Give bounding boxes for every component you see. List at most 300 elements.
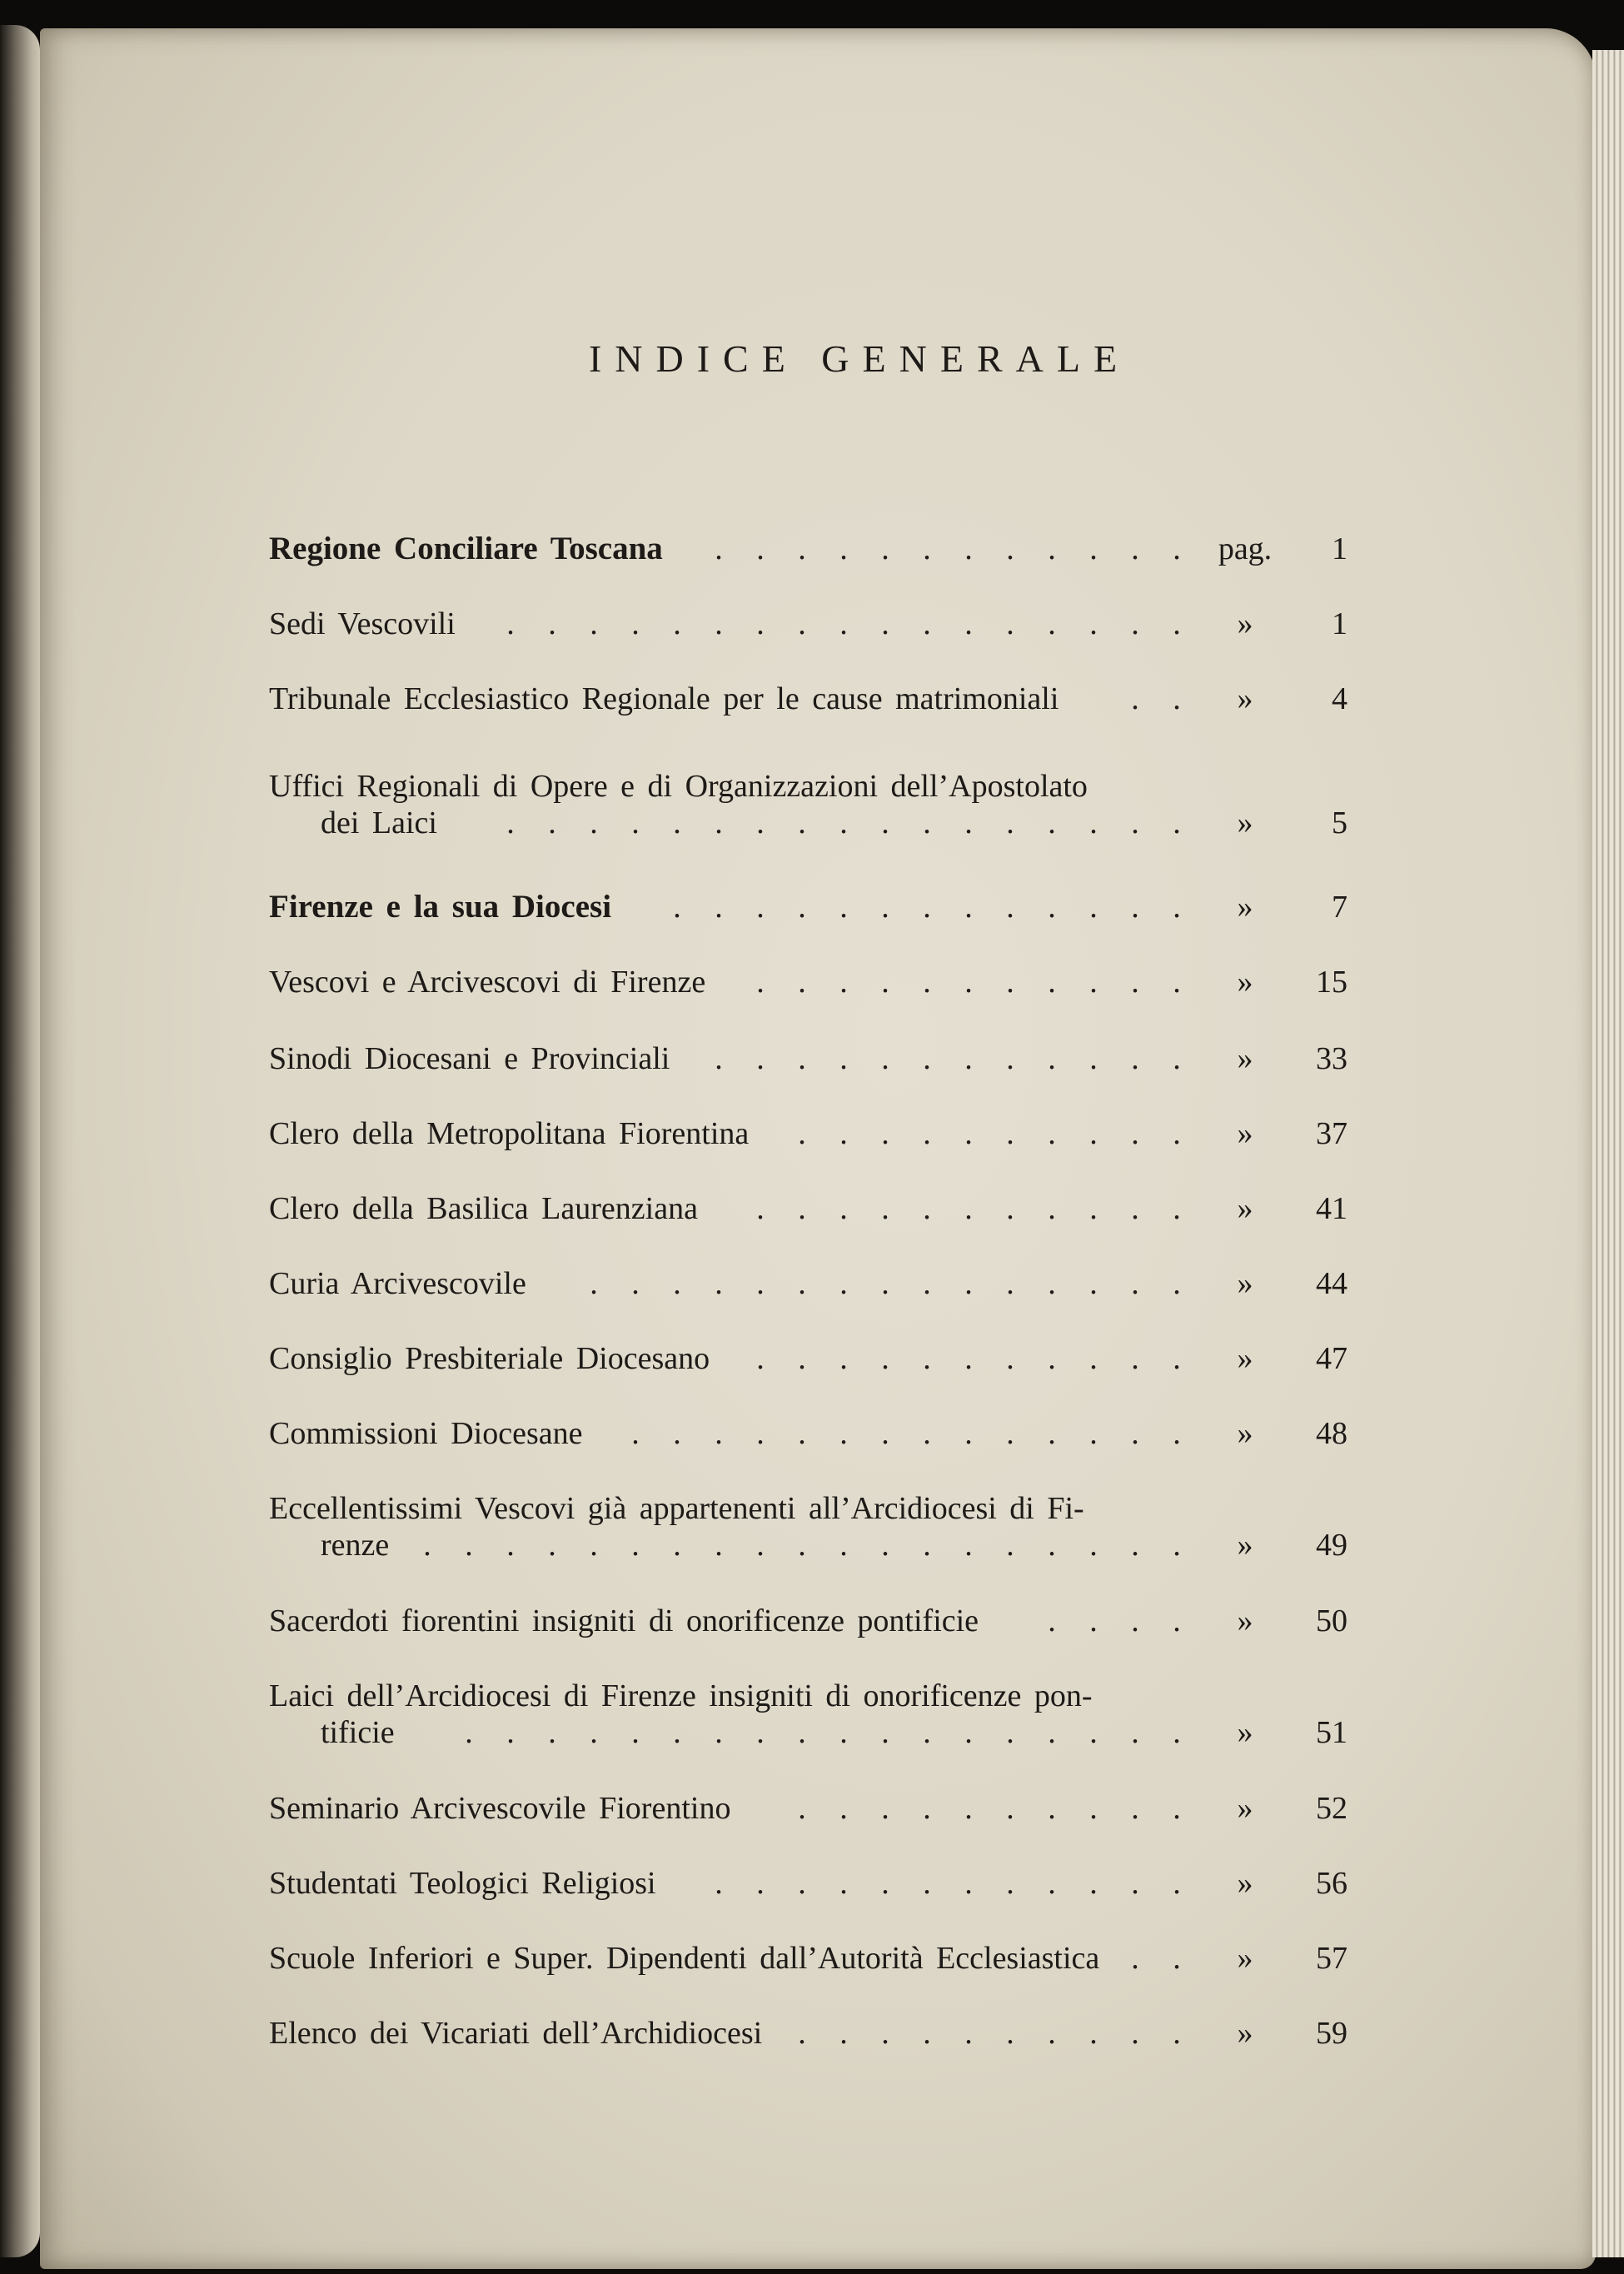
leader-dot: . bbox=[631, 1416, 640, 1451]
dot-leader bbox=[452, 802, 1235, 844]
page-number: 4 bbox=[1332, 681, 1348, 716]
page-marker: » bbox=[1237, 1941, 1253, 1976]
toc-entry bbox=[269, 1038, 1352, 1080]
leader-dot: . bbox=[506, 606, 515, 641]
leader-dot: . bbox=[673, 1416, 681, 1451]
leader-dot: . bbox=[1173, 1528, 1181, 1563]
leader-dot: . bbox=[673, 1266, 681, 1301]
leader-dot: . bbox=[756, 1191, 765, 1226]
leader-dot: . bbox=[964, 1191, 973, 1226]
toc-entry-line bbox=[269, 765, 1352, 807]
leader-dot: . bbox=[1173, 1116, 1181, 1151]
leader-dot: . bbox=[673, 805, 681, 840]
leader-dot: . bbox=[1048, 1603, 1056, 1638]
toc-entry-title: renze bbox=[321, 1528, 390, 1563]
leader-dot: . bbox=[465, 1715, 473, 1750]
leader-dot: . bbox=[631, 1528, 640, 1563]
leader-dot: . bbox=[506, 1528, 515, 1563]
leader-dot: . bbox=[839, 1191, 848, 1226]
leader-dot: . bbox=[715, 1528, 723, 1563]
leader-dot: . bbox=[631, 1715, 640, 1750]
leader-dot: . bbox=[798, 965, 806, 1000]
toc-entry bbox=[269, 961, 1352, 1003]
leader-dot: . bbox=[715, 606, 723, 641]
leader-dot: . bbox=[964, 2016, 973, 2051]
leader-dot: . bbox=[1048, 2016, 1056, 2051]
toc-entry bbox=[269, 1263, 1352, 1304]
leader-dot: . bbox=[715, 890, 723, 925]
leader-dot: . bbox=[1089, 1528, 1098, 1563]
leader-dot: . bbox=[923, 1715, 931, 1750]
toc-entry bbox=[269, 1600, 1352, 1642]
leader-dot: . bbox=[715, 531, 723, 566]
toc-entry bbox=[269, 2012, 1352, 2054]
leader-dot: . bbox=[1131, 805, 1139, 840]
leader-dot: . bbox=[1006, 1266, 1014, 1301]
leader-dot: . bbox=[756, 1715, 765, 1750]
leader-dot: . bbox=[1173, 1603, 1181, 1638]
leader-dot: . bbox=[1131, 1416, 1139, 1451]
toc-entry-line bbox=[269, 2012, 1352, 2054]
leader-dot: . bbox=[798, 1791, 806, 1826]
leader-dot: . bbox=[1173, 1866, 1181, 1901]
leader-dot: . bbox=[964, 1041, 973, 1076]
leader-dot: . bbox=[715, 1041, 723, 1076]
leader-dot: . bbox=[1048, 1191, 1056, 1226]
toc-entry-title: Tribunale Ecclesiastico Regionale per le cause matrimoniali bbox=[269, 681, 1059, 716]
page-marker: » bbox=[1237, 1341, 1253, 1376]
toc-entry-line bbox=[269, 1338, 1352, 1379]
leader-dot: . bbox=[1131, 1866, 1139, 1901]
toc-entry bbox=[269, 603, 1352, 645]
toc-entry-title: Sedi Vescovili bbox=[269, 606, 456, 641]
leader-dot: . bbox=[1089, 805, 1098, 840]
page-number: 37 bbox=[1316, 1116, 1348, 1151]
toc-entry-line bbox=[269, 1413, 1352, 1454]
leader-dot: . bbox=[839, 2016, 848, 2051]
leader-dot: . bbox=[923, 1416, 931, 1451]
leader-dot: . bbox=[1006, 1866, 1014, 1901]
toc-entry-line bbox=[269, 1524, 1352, 1566]
leader-dot: . bbox=[1089, 2016, 1098, 2051]
dot-leader bbox=[777, 2012, 1202, 2054]
leader-dot: . bbox=[1131, 1266, 1139, 1301]
leader-dot: . bbox=[1048, 1341, 1056, 1376]
leader-dot: . bbox=[1089, 531, 1098, 566]
leader-dot: . bbox=[1089, 606, 1098, 641]
page-marker: » bbox=[1237, 606, 1253, 641]
leader-dot: . bbox=[590, 1715, 598, 1750]
page-marker: » bbox=[1237, 2016, 1253, 2051]
page-marker: » bbox=[1237, 965, 1253, 1000]
page-number: 7 bbox=[1332, 890, 1348, 925]
leader-dot: . bbox=[631, 805, 640, 840]
leader-dot: . bbox=[1173, 965, 1181, 1000]
page-number: 33 bbox=[1316, 1041, 1348, 1076]
leader-dot: . bbox=[1089, 1715, 1098, 1750]
toc-entry-line bbox=[269, 1863, 1352, 1904]
leader-dot: . bbox=[1048, 1715, 1056, 1750]
leader-dot: . bbox=[798, 2016, 806, 2051]
leader-dot: . bbox=[1048, 1866, 1056, 1901]
toc-entry-title: Regione Conciliare Toscana bbox=[269, 531, 663, 566]
leader-dot: . bbox=[1048, 965, 1056, 1000]
leader-dot: . bbox=[756, 805, 765, 840]
leader-dot: . bbox=[923, 1116, 931, 1151]
leader-dot: . bbox=[923, 1041, 931, 1076]
leader-dot: . bbox=[1173, 1791, 1181, 1826]
leader-dot: . bbox=[923, 1791, 931, 1826]
leader-dot: . bbox=[1173, 681, 1181, 716]
leader-dot: . bbox=[1006, 2016, 1014, 2051]
leader-dot: . bbox=[1048, 1116, 1056, 1151]
toc-entry bbox=[269, 1675, 1352, 1753]
leader-dot: . bbox=[1048, 606, 1056, 641]
leader-dot: . bbox=[1006, 606, 1014, 641]
leader-dot: . bbox=[798, 1191, 806, 1226]
leader-dot: . bbox=[923, 1528, 931, 1563]
toc-entry-title: Eccellentissimi Vescovi già appartenenti all’Arcidiocesi di Fi- bbox=[269, 1491, 1084, 1526]
leader-dot: . bbox=[923, 1341, 931, 1376]
toc-entry-title: dei Laici bbox=[321, 805, 437, 840]
dot-leader bbox=[725, 1338, 1213, 1379]
leader-dot: . bbox=[1048, 1041, 1056, 1076]
leader-dot: . bbox=[631, 606, 640, 641]
page-number: 44 bbox=[1316, 1266, 1348, 1301]
dot-leader bbox=[713, 1188, 1224, 1229]
leader-dot: . bbox=[881, 1116, 889, 1151]
leader-dot: . bbox=[798, 1041, 806, 1076]
toc-entry-line bbox=[269, 1937, 1352, 1979]
leader-dot: . bbox=[839, 606, 848, 641]
dot-leader bbox=[410, 1712, 1236, 1753]
leader-dot: . bbox=[923, 1866, 931, 1901]
page-marker: » bbox=[1237, 1603, 1253, 1638]
leader-dot: . bbox=[1131, 1791, 1139, 1826]
leader-dot: . bbox=[839, 1116, 848, 1151]
leader-dot: . bbox=[839, 1266, 848, 1301]
leader-dot: . bbox=[590, 805, 598, 840]
leader-dot: . bbox=[839, 1791, 848, 1826]
page-marker: » bbox=[1237, 1866, 1253, 1901]
leader-dot: . bbox=[839, 1341, 848, 1376]
leader-dot: . bbox=[590, 1266, 598, 1301]
page-stack-edge bbox=[1592, 50, 1624, 2257]
leader-dot: . bbox=[756, 1866, 765, 1901]
leader-dot: . bbox=[1089, 1041, 1098, 1076]
leader-dot: . bbox=[923, 805, 931, 840]
toc-entry-line bbox=[269, 1263, 1352, 1304]
leader-dot: . bbox=[1131, 890, 1139, 925]
leader-dot: . bbox=[839, 805, 848, 840]
leader-dot: . bbox=[1048, 1791, 1056, 1826]
leader-dot: . bbox=[798, 531, 806, 566]
leader-dot: . bbox=[1131, 1528, 1139, 1563]
leader-dot: . bbox=[923, 1266, 931, 1301]
toc-entry bbox=[269, 528, 1352, 570]
toc-entry-line bbox=[269, 678, 1352, 720]
leader-dot: . bbox=[881, 2016, 889, 2051]
leader-dot: . bbox=[673, 606, 681, 641]
leader-dot: . bbox=[1131, 531, 1139, 566]
leader-dot: . bbox=[881, 1041, 889, 1076]
page-number: 59 bbox=[1316, 2016, 1348, 2051]
leader-dot: . bbox=[1089, 1866, 1098, 1901]
leader-dot: . bbox=[881, 1341, 889, 1376]
leader-dot: . bbox=[881, 805, 889, 840]
dot-leader bbox=[671, 1863, 1224, 1904]
leader-dot: . bbox=[1089, 1266, 1098, 1301]
dot-leader bbox=[471, 603, 1217, 645]
dot-leader bbox=[994, 1600, 1235, 1642]
leader-dot: . bbox=[1089, 965, 1098, 1000]
leader-dot: . bbox=[1173, 805, 1181, 840]
leader-dot: . bbox=[548, 1715, 556, 1750]
page-marker: » bbox=[1237, 1715, 1253, 1750]
page-number: 51 bbox=[1316, 1715, 1348, 1750]
toc-entry-title: Clero della Basilica Laurenziana bbox=[269, 1191, 698, 1226]
leader-dot: . bbox=[964, 606, 973, 641]
dot-leader bbox=[720, 961, 1217, 1003]
page-number: 41 bbox=[1316, 1191, 1348, 1226]
leader-dot: . bbox=[881, 1191, 889, 1226]
toc-entry-title: Curia Arcivescovile bbox=[269, 1266, 526, 1301]
toc-entry-line bbox=[269, 886, 1352, 928]
leader-dot: . bbox=[506, 1715, 515, 1750]
toc-entry-title: Consiglio Presbiteriale Diocesano bbox=[269, 1341, 710, 1376]
leader-dot: . bbox=[715, 1715, 723, 1750]
dot-leader bbox=[541, 1263, 1229, 1304]
page-number: 15 bbox=[1316, 965, 1348, 1000]
leader-dot: . bbox=[798, 1416, 806, 1451]
page-marker: » bbox=[1237, 805, 1253, 840]
leader-dot: . bbox=[1089, 890, 1098, 925]
leader-dot: . bbox=[964, 1266, 973, 1301]
leader-dot: . bbox=[423, 1528, 431, 1563]
leader-dot: . bbox=[923, 965, 931, 1000]
leader-dot: . bbox=[1131, 1941, 1139, 1976]
leader-dot: . bbox=[1006, 1715, 1014, 1750]
leader-dot: . bbox=[881, 890, 889, 925]
leader-dot: . bbox=[798, 606, 806, 641]
leader-dot: . bbox=[839, 965, 848, 1000]
leader-dot: . bbox=[673, 1715, 681, 1750]
toc-entry-line bbox=[269, 1113, 1352, 1154]
leader-dot: . bbox=[881, 531, 889, 566]
leader-dot: . bbox=[798, 1528, 806, 1563]
leader-dot: . bbox=[798, 1341, 806, 1376]
leader-dot: . bbox=[756, 606, 765, 641]
toc-entry bbox=[269, 1937, 1352, 1979]
leader-dot: . bbox=[1006, 1416, 1014, 1451]
leader-dot: . bbox=[1048, 890, 1056, 925]
leader-dot: . bbox=[1006, 890, 1014, 925]
toc-entry-title: Firenze e la sua Diocesi bbox=[269, 889, 612, 925]
leader-dot: . bbox=[798, 1866, 806, 1901]
leader-dot: . bbox=[1173, 1341, 1181, 1376]
page-marker: » bbox=[1237, 1041, 1253, 1076]
toc-entry-line bbox=[269, 1488, 1352, 1529]
leader-dot: . bbox=[756, 1266, 765, 1301]
page-number: 49 bbox=[1316, 1528, 1348, 1563]
leader-dot: . bbox=[1006, 1041, 1014, 1076]
toc-entry bbox=[269, 1413, 1352, 1454]
leader-dot: . bbox=[1006, 1116, 1014, 1151]
page-number: 56 bbox=[1316, 1866, 1348, 1901]
leader-dot: . bbox=[881, 1715, 889, 1750]
dot-leader bbox=[1114, 1937, 1198, 1979]
leader-dot: . bbox=[881, 1416, 889, 1451]
page-marker: » bbox=[1237, 1116, 1253, 1151]
leader-dot: . bbox=[798, 1266, 806, 1301]
leader-dot: . bbox=[1006, 965, 1014, 1000]
leader-dot: . bbox=[756, 1528, 765, 1563]
leader-dot: . bbox=[1173, 1191, 1181, 1226]
leader-dot: . bbox=[881, 1791, 889, 1826]
toc-entry-title: Sinodi Diocesani e Provinciali bbox=[269, 1041, 670, 1076]
leader-dot: . bbox=[1131, 965, 1139, 1000]
leader-dot: . bbox=[673, 890, 681, 925]
toc-entry bbox=[269, 1788, 1352, 1829]
page-number: 50 bbox=[1316, 1603, 1348, 1638]
leader-dot: . bbox=[1006, 805, 1014, 840]
leader-dot: . bbox=[839, 890, 848, 925]
toc-entry bbox=[269, 678, 1352, 720]
leader-dot: . bbox=[1048, 531, 1056, 566]
leader-dot: . bbox=[1131, 1116, 1139, 1151]
leader-dot: . bbox=[715, 805, 723, 840]
toc-entry bbox=[269, 1338, 1352, 1379]
page-marker: » bbox=[1237, 1791, 1253, 1826]
leader-dot: . bbox=[964, 1791, 973, 1826]
page-number: 47 bbox=[1316, 1341, 1348, 1376]
leader-dot: . bbox=[756, 1341, 765, 1376]
leader-dot: . bbox=[881, 1266, 889, 1301]
leader-dot: . bbox=[839, 1866, 848, 1901]
leader-dot: . bbox=[881, 965, 889, 1000]
leader-dot: . bbox=[923, 531, 931, 566]
leader-dot: . bbox=[1131, 1191, 1139, 1226]
leader-dot: . bbox=[1006, 1791, 1014, 1826]
leader-dot: . bbox=[1131, 1603, 1139, 1638]
leader-dot: . bbox=[839, 1041, 848, 1076]
page-marker: » bbox=[1237, 1191, 1253, 1226]
leader-dot: . bbox=[715, 1866, 723, 1901]
leader-dot: . bbox=[881, 1528, 889, 1563]
toc-entry bbox=[269, 765, 1352, 844]
toc-entry-title: Commissioni Diocesane bbox=[269, 1416, 583, 1451]
leader-dot: . bbox=[798, 890, 806, 925]
leader-dot: . bbox=[881, 1866, 889, 1901]
leader-dot: . bbox=[839, 1416, 848, 1451]
leader-dot: . bbox=[1173, 1715, 1181, 1750]
leader-dot: . bbox=[1006, 1528, 1014, 1563]
dot-leader bbox=[678, 528, 1218, 570]
toc-entry-title: Uffici Regionali di Opere e di Organizzazioni dell’Apostolato bbox=[269, 769, 1088, 804]
leader-dot: . bbox=[1173, 531, 1181, 566]
leader-dot: . bbox=[548, 805, 556, 840]
dot-leader bbox=[685, 1038, 1211, 1080]
page-number: 1 bbox=[1332, 606, 1348, 641]
leader-dot: . bbox=[506, 805, 515, 840]
leader-dot: . bbox=[964, 1715, 973, 1750]
page-number: 48 bbox=[1316, 1416, 1348, 1451]
page-marker: » bbox=[1237, 1266, 1253, 1301]
leader-dot: . bbox=[631, 1266, 640, 1301]
toc-entry-title: Clero della Metropolitana Fiorentina bbox=[269, 1116, 750, 1151]
leader-dot: . bbox=[548, 606, 556, 641]
leader-dot: . bbox=[1131, 606, 1139, 641]
page-number: 1 bbox=[1332, 531, 1348, 566]
dot-leader bbox=[626, 886, 1228, 928]
toc-entry-line bbox=[269, 961, 1352, 1003]
page-marker: » bbox=[1237, 681, 1253, 716]
toc-entry bbox=[269, 886, 1352, 928]
leader-dot: . bbox=[964, 805, 973, 840]
leader-dot: . bbox=[756, 1041, 765, 1076]
toc-entry-line bbox=[269, 802, 1352, 844]
leader-dot: . bbox=[1131, 2016, 1139, 2051]
left-page-edge bbox=[0, 25, 40, 2257]
toc-entry bbox=[269, 1863, 1352, 1904]
toc-entry-title: Seminario Arcivescovile Fiorentino bbox=[269, 1791, 731, 1826]
toc-entry-title: Sacerdoti fiorentini insigniti di onorificenze pontificie bbox=[269, 1603, 979, 1638]
leader-dot: . bbox=[1173, 1416, 1181, 1451]
leader-dot: . bbox=[923, 890, 931, 925]
leader-dot: . bbox=[1089, 1603, 1098, 1638]
leader-dot: . bbox=[756, 965, 765, 1000]
page-marker: » bbox=[1237, 1528, 1253, 1563]
leader-dot: . bbox=[964, 1116, 973, 1151]
page-number: 52 bbox=[1316, 1791, 1348, 1826]
leader-dot: . bbox=[964, 890, 973, 925]
leader-dot: . bbox=[1131, 681, 1139, 716]
leader-dot: . bbox=[798, 1715, 806, 1750]
leader-dot: . bbox=[756, 1416, 765, 1451]
leader-dot: . bbox=[1173, 1941, 1181, 1976]
leader-dot: . bbox=[881, 606, 889, 641]
leader-dot: . bbox=[798, 1116, 806, 1151]
leader-dot: . bbox=[715, 1416, 723, 1451]
leader-dot: . bbox=[673, 1528, 681, 1563]
leader-dot: . bbox=[1089, 1191, 1098, 1226]
leader-dot: . bbox=[1089, 1116, 1098, 1151]
page-marker: » bbox=[1237, 1416, 1253, 1451]
leader-dot: . bbox=[1006, 1191, 1014, 1226]
leader-dot: . bbox=[839, 1715, 848, 1750]
page-marker: pag. bbox=[1218, 531, 1273, 566]
toc-entry-title: tificie bbox=[321, 1715, 395, 1750]
toc-entry-line bbox=[269, 1188, 1352, 1229]
leader-dot: . bbox=[548, 1528, 556, 1563]
leader-dot: . bbox=[1131, 1715, 1139, 1750]
dot-leader bbox=[745, 1788, 1233, 1829]
leader-dot: . bbox=[964, 531, 973, 566]
leader-dot: . bbox=[1048, 805, 1056, 840]
leader-dot: . bbox=[964, 1341, 973, 1376]
toc-entry bbox=[269, 1488, 1352, 1566]
leader-dot: . bbox=[1173, 606, 1181, 641]
leader-dot: . bbox=[715, 1266, 723, 1301]
leader-dot: . bbox=[964, 965, 973, 1000]
page-number: 57 bbox=[1316, 1941, 1348, 1976]
leader-dot: . bbox=[1048, 1416, 1056, 1451]
leader-dot: . bbox=[590, 606, 598, 641]
leader-dot: . bbox=[756, 531, 765, 566]
leader-dot: . bbox=[1131, 1041, 1139, 1076]
leader-dot: . bbox=[839, 531, 848, 566]
page-title: INDICE GENERALE bbox=[588, 337, 1131, 380]
